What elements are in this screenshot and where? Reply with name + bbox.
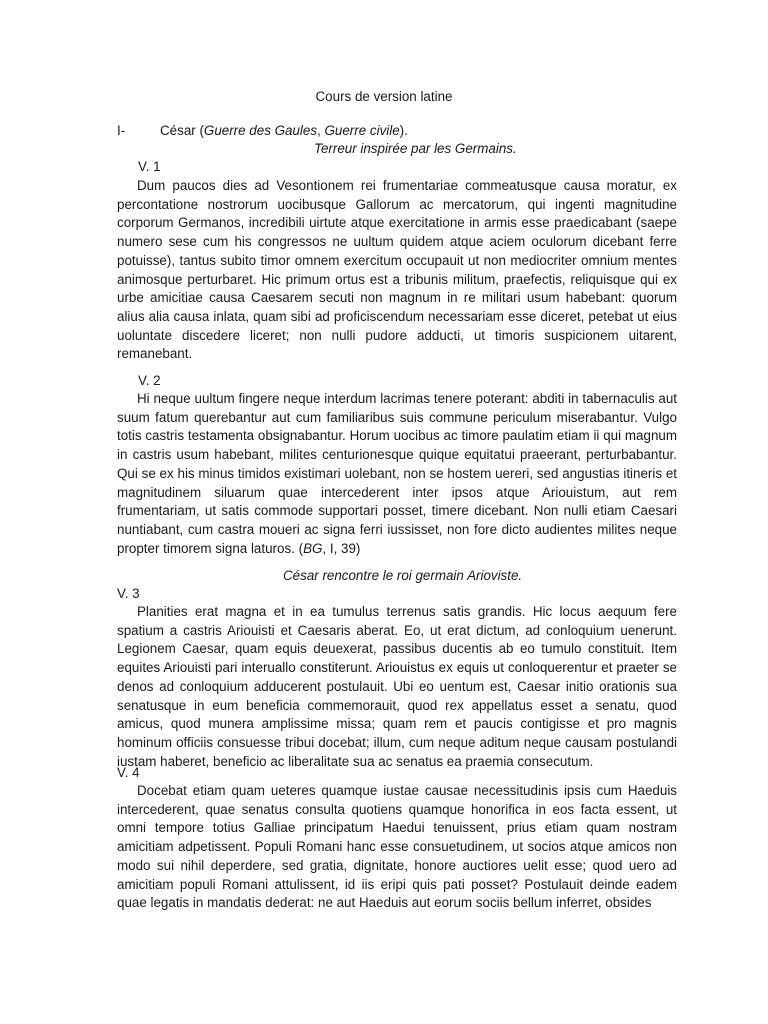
section-end: ). — [399, 123, 408, 138]
document-title: Cours de version latine — [315, 89, 453, 104]
subtitle-terreur: Terreur inspirée par les Germains. — [314, 141, 517, 156]
v3-label: V. 3 — [117, 586, 140, 601]
section-heading — [117, 122, 677, 141]
v3-paragraph: Planities erat magna et in ea tumulus terrenus satis grandis. Hic locus aequum fere spatium a castris Ariouisti et Caesaris aberat. Eo, ut erat dictum, ad conloquium uenerunt. Legionem Caesar, quam equis deuexerat, passibus ducentis ab eo tumulo constituit. Item equites Ariouisti pari interuallo constiterunt. Ariouistus ex equis ut conloquerentur et praeter se denos ad conloquium adducerent postulauit. Ubi eo uentum est, Caesar initio orationis sua senatusque in eum beneficia commemorauit, quod rex appellatus esset a senatu, quod amicus, quod munera amplissime missa; quam rem et paucis contigisse et pro magnis hominum officiis consuesse tribui docebat; illum, cum neque aditum neque causam postulandi iustam haberet, beneficio ac liberalitate sua ac senatus ea praemia consecutum. — [117, 604, 677, 769]
section-work-1: Guerre des Gaules — [203, 123, 318, 138]
subtitle-arioviste: César rencontre le roi germain Arioviste. — [283, 568, 523, 583]
v1-paragraph: Dum paucos dies ad Vesontionem rei frumentariae commeatusque causa moratur, ex percontatione nostrorum uocibusque Gallorum ac mercatorum, qui ingenti magnitudine corporum Germanos, incredibili uirtute atque exercitatione in armis esse praedicabant (saepe numero sese cum his congressos ne uultum quidem atque aciem oculorum dicebant ferre potuisse), tantus subito timor omnem exercitum occupauit ut non mediocriter omnium mentes animosque perturbaret. Hic primum ortus est a tribunis militum, praefectis, reliquisque qui ex urbe amicitiae causa Caesarem secuti non magnum in re militari usum habebant: quorum alius alia causa inlata, quam sibi ad proficiscendum necessariam esse diceret, petebat ut eius uoluntate discedere liceret; non nulli pudore adducti, ut timoris suspicionem uitarent, remanebant. — [117, 178, 677, 362]
section-number: I- — [117, 123, 126, 138]
section-work-2: Guerre civile — [324, 123, 400, 138]
section-author: César ( — [160, 123, 204, 138]
v2-paragraph — [117, 390, 677, 558]
v2-label: V. 2 — [138, 373, 161, 388]
v2-reference-end: , I, 39) — [322, 540, 361, 556]
v4-label: V. 4 — [117, 765, 140, 780]
v4-paragraph: Docebat etiam quam ueteres quamque iustae causae necessitudinis ipsis cum Haeduis intercederent, quae senatus consulta quotiens quamque honorifica in eos facta essent, ut omni tempore totius Galliae principatum Haedui tenuissent, prius etiam quam nostram amicitiam adpetissent. Populi Romani hanc esse consuetudinem, ut socios atque amicos non modo sui nihil deperdere, sed gratia, dignitate, honore auctiores uelit esse; quod uero ad amicitiam populi Romani attulissent, id iis eripi quis pati posset? Postulauit deinde eadem quae legatis in mandatis dederat: ne aut Haeduis aut eorum sociis bellum inferret, obsides — [117, 783, 677, 911]
v2-text: Hi neque uultum fingere neque interdum lacrimas tenere poterant: abditi in tabernaculis aut suum fatum querebantur aut cum familiaribus suis commune periculum miserabantur. Vulgo totis castris testamenta obsignabantur. Horum uocibus ac timore paulatim etiam ii qui magnum in castris usum habebant, milites centurionesque quique equitatui praeerant, perturbabantur. Qui se ex his minus timidos existimari uolebant, non se hostem uereri, sed angustias itineris et magnitudinem siluarum quae intercederent inter ipsos atque Ariouistum, aut rem frumentariam, ut satis commode supportari posset, timere dicebant. Non nulli etiam Caesari nuntiabant, cum castra moueri ac signa ferri iussisset, non fore dicto audientes milites neque propter timorem signa laturos. ( — [117, 391, 677, 556]
v2-reference-work: BG — [303, 540, 323, 556]
v1-label: V. 1 — [138, 159, 161, 174]
section-separator: , — [317, 123, 325, 138]
